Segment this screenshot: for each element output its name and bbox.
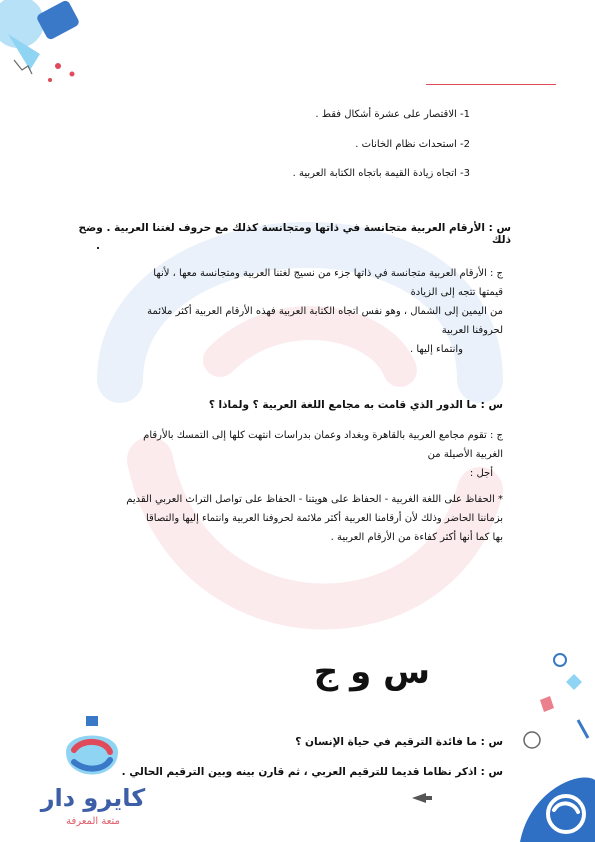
brand-logo — [28, 712, 158, 832]
science-icons-decoration — [520, 640, 595, 760]
list-item-3: 3- اتجاه زيادة القيمة باتجاه الكتابة العربية . — [292, 168, 470, 179]
answer-1-line: وانتماء إليها . — [410, 344, 463, 355]
answer-2-line: الغربية الأصيلة من — [427, 449, 503, 460]
answer-1-line: من اليمين إلى الشمال ، وهو نفس اتجاه الكتابة العربية فهذه الأرقام العربية أكثر ملائمة — [147, 306, 503, 317]
answer-2-line: أجل : — [469, 468, 493, 479]
question-4: س : اذكر نظاما قديما للترقيم العربي ، ثم قارن بينه وبين الترقيم الحالي . — [121, 766, 503, 778]
corner-brand-icon — [520, 770, 595, 842]
brand-flask-icon — [52, 712, 132, 790]
arrow-icon — [410, 790, 434, 806]
note-line: بزماننا الحاضر وذلك لأن أرقامنا العربية أكثر ملائمة لحروفنا العربية وانتماء إليها والتصاقا — [145, 513, 503, 524]
question-1-tail: . — [96, 240, 100, 252]
question-2: س : ما الدور الذي قامت به مجامع اللغة العربية ؟ ولماذا ؟ — [208, 399, 503, 411]
note-line: بها كما أنها أكثر كفاءة من الأرقام العربية . — [330, 532, 503, 543]
answer-2 — [103, 426, 503, 483]
section-title: س و ج — [313, 652, 430, 692]
brand-tagline: متعة المعرفة — [66, 816, 120, 827]
question-1: س : الأرقام العربية متجانسة في ذاتها ومتجانسة كذلك مع حروف لغتنا العربية . وضح ذلك — [78, 222, 511, 246]
list-item-2: 2- استحداث نظام الخانات . — [355, 139, 470, 150]
header-rule — [426, 84, 556, 85]
note-line: * الحفاظ على اللغة الغربية - الحفاظ على هويتنا - الحفاظ على تواصل التراث العربي القديم — [126, 494, 503, 505]
lab-flask-illustration — [0, 0, 110, 90]
answer-1-line: قيمتها تتجه إلى الزيادة — [410, 287, 503, 298]
answer-1 — [103, 264, 503, 359]
brand-name: كايرو دار — [40, 784, 146, 812]
question-3: س : ما فائدة الترقيم في حياة الإنسان ؟ — [295, 736, 503, 748]
answer-1-line: ج : الأرقام العربية متجانسة في ذاتها جزء من نسيج لغتنا العربية ومتجانسة معها ، لأنها — [153, 268, 503, 279]
answer-1-line: لحروفنا العربية — [441, 325, 503, 336]
answer-2-line: ج : تقوم مجامع العربية بالقاهرة وبغداد وعمان بدراسات انتهت كلها إلى التمسك بالأرقام — [143, 430, 503, 441]
answer-2-note — [103, 490, 503, 547]
list-item-1: 1- الاقتصار على عشرة أشكال فقط . — [315, 109, 470, 120]
